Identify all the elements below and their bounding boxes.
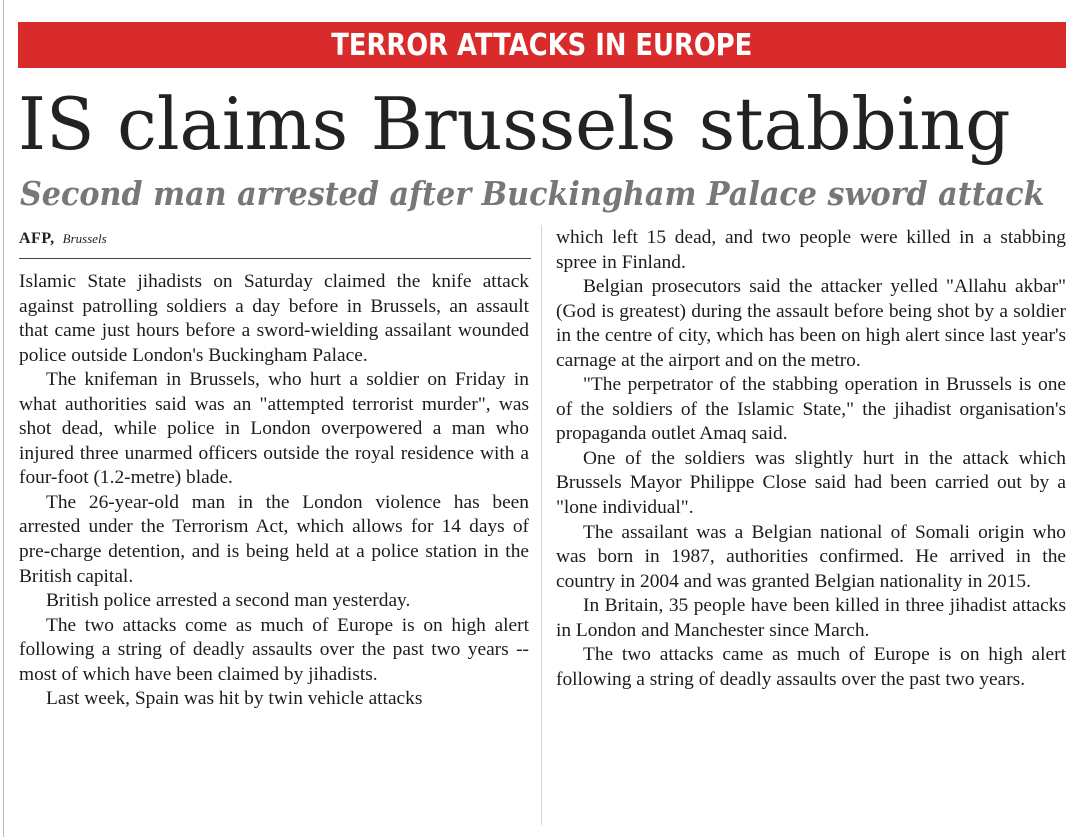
paragraph: In Britain, 35 people have been killed in three jihadist attacks in London and Manchester since March. <box>556 595 1066 641</box>
paragraph: Last week, Spain was hit by twin vehicle attacks <box>46 688 423 710</box>
paragraph: The knifeman in Brussels, who hurt a soldier on Friday in what authorities said was an "attempted terrorist murder", was shot dead, while police in London overpowered a man who injured three unarmed officers outside the royal residence with a four-foot (1.2-metre) blade. <box>19 369 529 489</box>
page-edge-line <box>3 0 4 837</box>
paragraph: Islamic State jihadists on Saturday claimed the knife attack against patrolling soldiers a day before in Brussels, an assault that came just hours before a sword-wielding assailant wounded police outside London's Buckingham Palace. <box>19 271 529 366</box>
byline-city: Brussels <box>62 231 107 246</box>
section-kicker-banner <box>18 22 1066 68</box>
article-column-1 <box>19 270 529 712</box>
paragraph: Belgian prosecutors said the attacker yelled "Allahu akbar" (God is greatest) during the assault before being shot by a soldier in the centre of city, which has been on high alert since last year's carnage at the airport and on the metro. <box>556 276 1066 371</box>
paragraph: The two attacks came as much of Europe is on high alert following a string of deadly assaults over the past two years. <box>556 644 1066 690</box>
paragraph: The two attacks come as much of Europe is on high alert following a string of deadly assaults over the past two years -- most of which have been claimed by jihadists. <box>19 614 529 685</box>
article-subheadline: Second man arrested after Buckingham Palace sword attack <box>20 174 1045 213</box>
column-gutter <box>541 225 542 825</box>
article-headline: IS claims Brussels stabbing <box>18 82 1011 166</box>
section-kicker-text: TERROR ATTACKS IN EUROPE <box>331 27 753 63</box>
byline-agency: AFP, <box>19 230 55 247</box>
paragraph: The 26-year-old man in the London violence has been arrested under the Terrorism Act, which allows for 14 days of pre-charge detention, and is being held at a police station in the British capital. <box>19 491 529 587</box>
paragraph: British police arrested a second man yesterday. <box>46 590 411 612</box>
byline <box>19 230 531 259</box>
paragraph: The assailant was a Belgian national of Somali origin who was born in 1987, authorities confirmed. He arrived in the country in 2004 and was granted Belgian nationality in 2015. <box>556 521 1066 592</box>
paragraph: "The perpetrator of the stabbing operation in Brussels is one of the soldiers of the Islamic State," the jihadist organisation's propaganda outlet Amaq said. <box>556 374 1066 445</box>
paragraph: which left 15 dead, and two people were killed in a stabbing spree in Finland. <box>556 227 1066 273</box>
paragraph: One of the soldiers was slightly hurt in the attack which Brussels Mayor Philippe Close said had been carried out by a "lone individual". <box>556 447 1066 519</box>
article-column-2 <box>556 226 1066 692</box>
